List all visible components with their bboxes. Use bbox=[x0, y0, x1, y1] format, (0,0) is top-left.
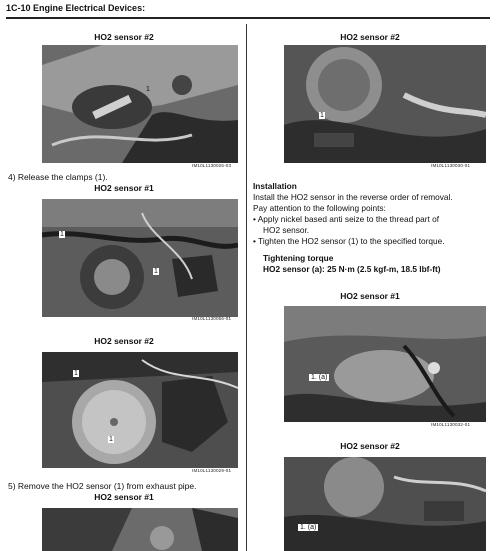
callout-label: 1 bbox=[320, 112, 324, 119]
installation-bullet-1a: • Apply nickel based anti seize to the thread part of bbox=[253, 214, 440, 224]
installation-line-2: Pay attention to the following points: bbox=[253, 203, 386, 213]
callout-label: 1 bbox=[74, 370, 78, 377]
figure-caption-left-1: HO2 sensor #2 bbox=[94, 32, 154, 42]
image-id: IM10L1130029-01 bbox=[192, 468, 232, 473]
image-id: IM10L1130032-01 bbox=[431, 422, 471, 427]
figure-caption-right-3: HO2 sensor #2 bbox=[340, 441, 400, 451]
installation-line-1: Install the HO2 sensor in the reverse order of removal. bbox=[253, 192, 453, 202]
photo-ho2-sensor-2-left-2 bbox=[42, 352, 238, 468]
page-header-title: 1C-10 Engine Electrical Devices: bbox=[6, 3, 146, 13]
figure-caption-right-1: HO2 sensor #2 bbox=[340, 32, 400, 42]
image-id: IM10L1130030-01 bbox=[431, 163, 471, 168]
image-id: IM10L1130056-01 bbox=[192, 316, 232, 321]
callout-label: 1 bbox=[146, 86, 150, 93]
figure-caption-right-2: HO2 sensor #1 bbox=[340, 291, 400, 301]
torque-spec: HO2 sensor (a): 25 N·m (2.5 kgf-m, 18.5 lbf-ft) bbox=[263, 264, 441, 274]
callout-label: 1 bbox=[109, 436, 113, 443]
step-4-text: 4) Release the clamps (1). bbox=[8, 172, 108, 182]
photo-ho2-sensor-2-right-2 bbox=[284, 457, 486, 551]
photo-ho2-sensor-2-right bbox=[284, 45, 486, 163]
step-5-text: 5) Remove the HO2 sensor (1) from exhaust pipe. bbox=[8, 481, 197, 491]
column-divider bbox=[246, 24, 247, 551]
photo-ho2-sensor-2-left-1 bbox=[42, 45, 238, 163]
installation-bullet-2: • Tighten the HO2 sensor (1) to the specified torque. bbox=[253, 236, 445, 246]
callout-label: 1 bbox=[154, 268, 158, 275]
photo-ho2-sensor-1-left bbox=[42, 199, 238, 317]
figure-caption-left-2: HO2 sensor #1 bbox=[94, 183, 154, 193]
installation-bullet-1b: HO2 sensor. bbox=[263, 225, 310, 235]
photo-ho2-sensor-1-right bbox=[284, 306, 486, 422]
page-header bbox=[6, 3, 490, 19]
figure-caption-left-3: HO2 sensor #2 bbox=[94, 336, 154, 346]
figure-caption-left-4: HO2 sensor #1 bbox=[94, 492, 154, 502]
callout-label: 1 bbox=[60, 231, 64, 238]
torque-heading: Tightening torque bbox=[263, 253, 334, 263]
callout-label: 1. (a) bbox=[311, 374, 328, 381]
callout-label: 1. (a) bbox=[300, 524, 317, 531]
image-id: IM10L1130026-03 bbox=[192, 163, 232, 168]
photo-ho2-sensor-1-left-2 bbox=[42, 508, 238, 551]
installation-heading: Installation bbox=[253, 181, 297, 191]
